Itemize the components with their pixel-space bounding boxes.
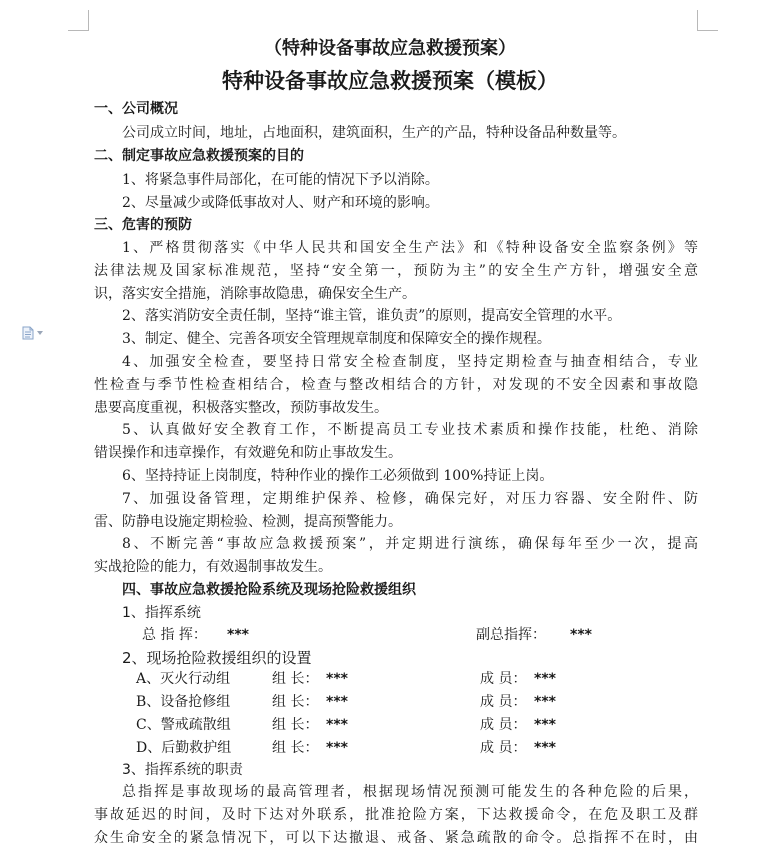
group-name: D、后勤救护组	[136, 740, 232, 756]
group-leader-value: ***	[326, 717, 348, 733]
group-name: C、警戒疏散组	[136, 717, 231, 733]
group-member-label: 成 员：	[480, 717, 527, 733]
section-3-line: 识，落实安全措施，消除事故隐患，确保安全生产。	[94, 286, 416, 302]
section-3-line: 7、加强设备管理，定期维护保养、检修，确保完好，对压力容器、安全附件、防	[122, 491, 698, 507]
command-duties-heading: 3、指挥系统的职责	[122, 762, 243, 778]
group-member-value: ***	[534, 740, 556, 756]
chevron-down-icon	[37, 331, 43, 335]
crop-mark-top-right-vertical	[697, 10, 698, 30]
group-leader-label: 组 长：	[272, 717, 319, 733]
group-member-value: ***	[534, 717, 556, 733]
section-2-item: 1、将紧急事件局部化，在可能的情况下予以消除。	[122, 172, 439, 188]
crop-mark-top-right-horizontal	[697, 30, 718, 31]
group-leader-label: 组 长：	[272, 740, 319, 756]
section-3-line: 3、制定、健全、完善各项安全管理规章制度和保障安全的操作规程。	[122, 331, 551, 347]
section-3-line: 1、严格贯彻落实《中华人民共和国安全生产法》和《特种设备安全监察条例》等	[122, 240, 698, 256]
group-member-label: 成 员：	[480, 740, 527, 756]
section-3-line: 性检查与季节性检查相结合，检查与整改相结合的方针，对发现的不安全因素和事故隐	[94, 377, 698, 393]
page-icon	[22, 326, 34, 340]
group-member-label: 成 员：	[480, 694, 527, 710]
section-3-line: 法律法规及国家标准规范，坚持“安全第一，预防为主”的安全生产方针，增强安全意	[94, 263, 698, 279]
section-3-line: 错误操作和违章操作，有效避免和防止事故发生。	[94, 445, 402, 461]
duty-line: 众生命安全的紧急情况下，可以下达撤退、戒备、紧急疏散的命令。总指挥不在时，由	[94, 830, 698, 846]
section-4-heading: 四、事故应急救援抢险系统及现场抢险救援组织	[122, 582, 416, 598]
rescue-organization-heading: 2、现场抢险救援组织的设置	[122, 649, 312, 667]
section-3-line: 雷、防静电设施定期检验、检测，提高预警能力。	[94, 514, 402, 530]
group-member-value: ***	[534, 671, 556, 687]
deputy-commander-value: ***	[570, 627, 592, 643]
section-3-line: 实战抢险的能力，有效遏制事故发生。	[94, 559, 332, 575]
group-member-value: ***	[534, 694, 556, 710]
section-3-line: 2、落实消防安全责任制，坚持“谁主管，谁负责”的原则，提高安全管理的水平。	[122, 308, 622, 324]
section-1-text: 公司成立时间，地址，占地面积，建筑面积，生产的产品，特种设备品种数量等。	[122, 125, 626, 141]
duty-line: 事故延迟的时间，及时下达对外联系，批准抢险方案，下达救援命令，在危及职工及群	[94, 807, 698, 823]
group-name: A、灭火行动组	[136, 671, 231, 687]
section-3-line: 患要高度重视，积极落实整改，预防事故发生。	[94, 400, 388, 416]
commander-value: ***	[227, 627, 249, 643]
section-3-line: 8、不断完善“事故应急救援预案”，并定期进行演练，确保每年至少一次，提高	[122, 536, 698, 552]
group-leader-label: 组 长：	[272, 671, 319, 687]
section-3-heading: 三、危害的预防	[94, 217, 192, 233]
section-3-line: 5、认真做好安全教育工作，不断提高员工专业技术素质和操作技能，杜绝、消除	[122, 422, 698, 438]
section-3-line: 6、坚持持证上岗制度，特种作业的操作工必须做到 100%持证上岗。	[122, 468, 554, 484]
section-1-heading: 一、公司概况	[94, 101, 178, 117]
side-page-indicator[interactable]	[22, 326, 43, 340]
document-subtitle: （特种设备事故应急救援预案）	[264, 38, 516, 59]
group-leader-label: 组 长：	[272, 694, 319, 710]
group-name: B、设备抢修组	[136, 694, 231, 710]
group-member-label: 成 员：	[480, 671, 527, 687]
section-2-heading: 二、制定事故应急救援预案的目的	[94, 148, 304, 164]
document-title: 特种设备事故应急救援预案（模板）	[222, 69, 558, 93]
deputy-commander-label: 副总指挥：	[476, 627, 546, 643]
section-3-line: 4、加强安全检查，要坚持日常安全检查制度，坚持定期检查与抽查相结合，专业	[122, 354, 698, 370]
group-leader-value: ***	[326, 694, 348, 710]
commander-label: 总 指 挥：	[142, 627, 207, 643]
crop-mark-top-left-vertical	[88, 10, 89, 30]
crop-mark-top-left-horizontal	[68, 30, 89, 31]
section-2-item: 2、尽量减少或降低事故对人、财产和环境的影响。	[122, 195, 439, 211]
group-leader-value: ***	[326, 671, 348, 687]
duty-line: 总指挥是事故现场的最高管理者，根据现场情况预测可能发生的各种危险的后果，	[122, 784, 698, 800]
command-system-heading: 1、指挥系统	[122, 605, 201, 621]
group-leader-value: ***	[326, 740, 348, 756]
